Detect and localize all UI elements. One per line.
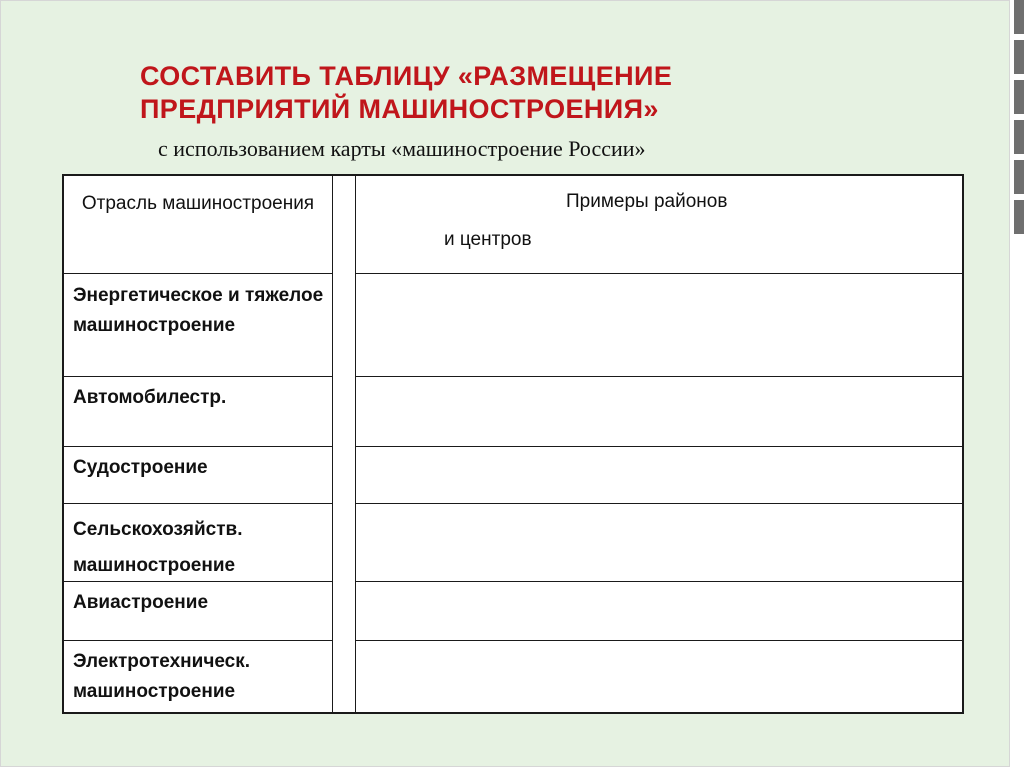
slide-title-line-1: СОСТАВИТЬ ТАБЛИЦУ «РАЗМЕЩЕНИЕ — [140, 61, 673, 91]
placement-table — [62, 174, 964, 714]
header-branch: Отрасль машиностроения — [81, 193, 315, 214]
decorative-side-bars — [1014, 0, 1024, 240]
row-divider — [64, 446, 332, 447]
row-label-shipbuilding: Судостроение — [73, 457, 208, 478]
header-examples-line-2: и центров — [444, 229, 532, 250]
row-divider — [64, 503, 332, 504]
row-divider — [356, 640, 962, 641]
row-divider — [356, 446, 962, 447]
row-divider — [356, 273, 962, 274]
row-divider — [356, 376, 962, 377]
slide-title-line-2: ПРЕДПРИЯТИЙ МАШИНОСТРОЕНИЯ» — [140, 94, 659, 124]
slide-subtitle: с использованием карты «машиностроение России» — [158, 136, 646, 161]
row-divider — [64, 273, 332, 274]
row-label-aircraft: Авиастроение — [73, 592, 209, 613]
row-divider — [64, 376, 332, 377]
row-divider — [356, 581, 962, 582]
row-label-electrotechnical: Электротехническ. машиностроение — [73, 651, 251, 702]
table-spacer-column — [332, 176, 356, 712]
row-divider — [356, 503, 962, 504]
header-examples-line-1: Примеры районов — [566, 191, 728, 212]
row-label-automotive: Автомобилестр. — [73, 387, 227, 408]
row-divider — [64, 640, 332, 641]
row-label-agricultural: Сельскохозяйств. машиностроение — [73, 519, 243, 576]
slide-title — [140, 60, 900, 126]
row-label-energy-heavy: Энергетическое и тяжелое машиностроение — [73, 285, 324, 336]
